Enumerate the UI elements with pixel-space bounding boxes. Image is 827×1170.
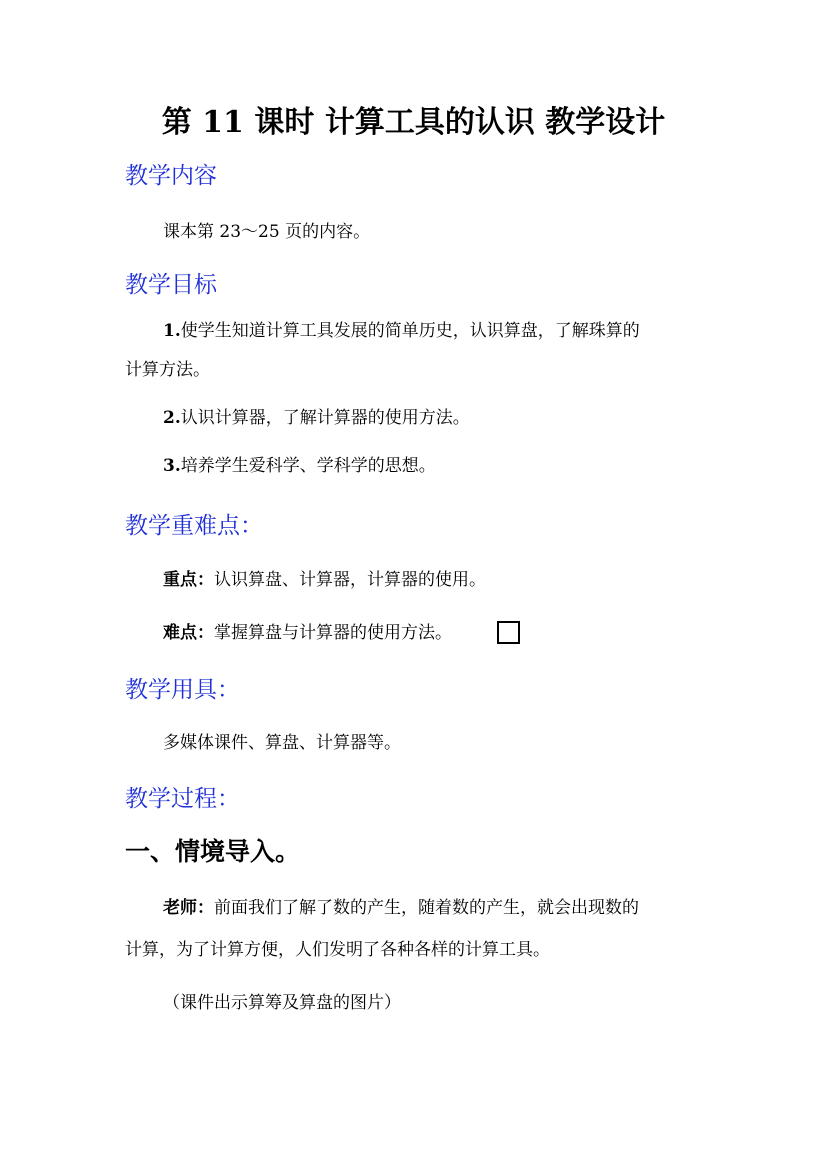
difficult-point <box>163 620 452 646</box>
heading-teaching-tools: 教学用具： <box>125 677 240 703</box>
courseware-note: （课件出示算筹及算盘的图片） <box>163 993 401 1013</box>
difficult-point-label: 难点： <box>163 623 214 643</box>
key-point-label: 重点： <box>163 570 214 590</box>
heading-teaching-process: 教学过程： <box>125 786 240 812</box>
section-title-situation-intro: 一、情境导入。 <box>125 837 301 866</box>
goal-item-1-continuation: 计算方法。 <box>125 360 210 380</box>
checkbox[interactable] <box>497 621 520 644</box>
difficult-point-text: 掌握算盘与计算器的使用方法。 <box>214 623 452 643</box>
heading-key-difficult-points: 教学重难点： <box>125 513 263 539</box>
teaching-tools-text: 多媒体课件、算盘、计算器等。 <box>163 733 401 753</box>
goal-item-1-number: 1. <box>163 321 181 341</box>
goal-item-1-text: 使学生知道计算工具发展的简单历史，认识算盘，了解珠算的 <box>180 321 640 341</box>
goal-item-2-text: 认识计算器，了解计算器的使用方法。 <box>180 408 470 428</box>
page-title: 第 11 课时 计算工具的认识 教学设计 <box>161 105 666 140</box>
goal-item-3-number: 3. <box>163 456 181 476</box>
teacher-line-1 <box>163 895 639 921</box>
teacher-label: 老师： <box>163 898 214 918</box>
heading-teaching-goals: 教学目标 <box>125 272 217 298</box>
goal-item-2 <box>163 405 470 431</box>
key-point <box>163 567 486 593</box>
teacher-line-2: 计算，为了计算方便，人们发明了各种各样的计算工具。 <box>125 940 550 960</box>
goal-item-2-number: 2. <box>163 408 181 428</box>
goal-item-3 <box>163 453 436 479</box>
goal-item-3-text: 培养学生爱科学、学科学的思想。 <box>180 456 436 476</box>
heading-teaching-content: 教学内容 <box>125 163 217 189</box>
teaching-content-text: 课本第 23～25 页的内容。 <box>163 222 371 242</box>
teacher-text-1: 前面我们了解了数的产生，随着数的产生，就会出现数的 <box>214 898 639 918</box>
goal-item-1 <box>163 318 640 344</box>
key-point-text: 认识算盘、计算器，计算器的使用。 <box>214 570 486 590</box>
